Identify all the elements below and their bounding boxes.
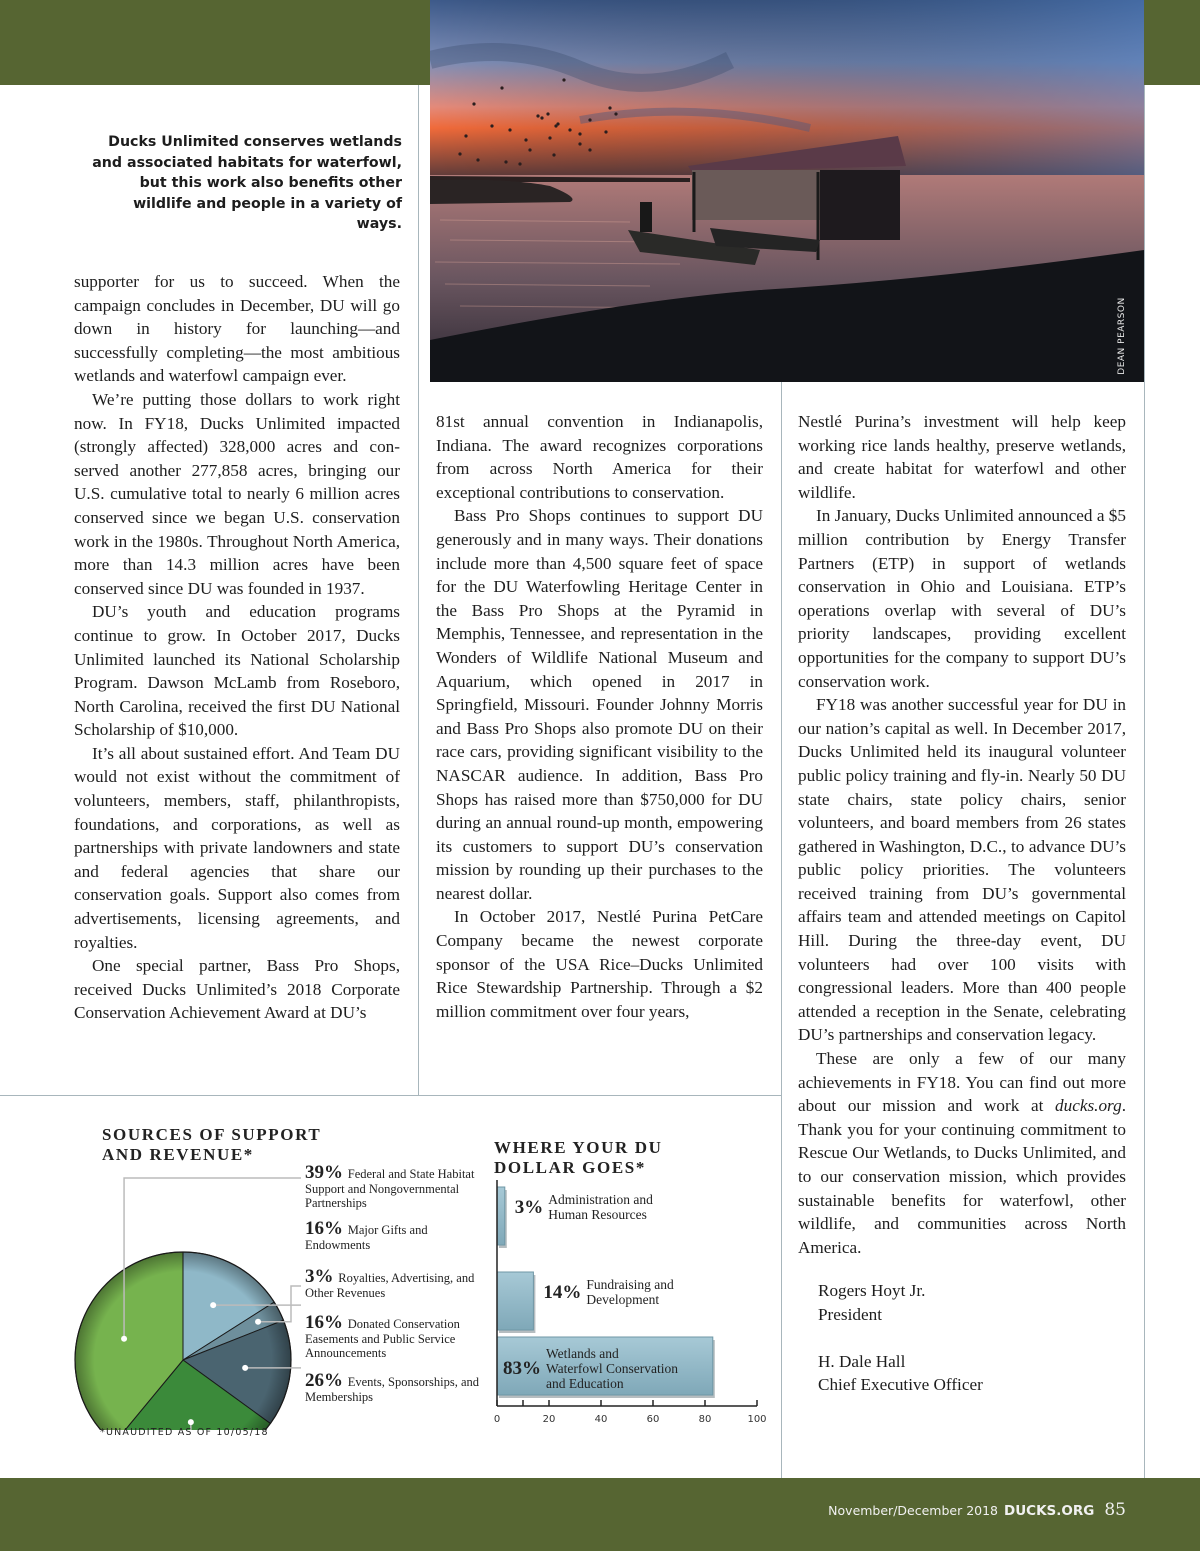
bar-percent: 14% [543, 1281, 582, 1303]
paragraph: FY18 was another successful year for DU in our nation’s capital as well. In December 2017, Ducks Unlimited held its inaugural volunteer public policy training and fly-in. Nearly 50 DU state chairs, state policy chairs, senior volunteers, and board members from 26 states gathered in Washington, D.C., to advance DU’s public policy priorities. The volunteers received training from DU’s governmental affairs team and attended meetings on Capitol Hill. During the three-day event, DU volunteers had over 100 visits with congressional leaders. More than 400 people attended a reception in the Senate, celebrating DU’s partnerships and conservation legacy. [798, 695, 1126, 1045]
paragraph: One special partner, Bass Pro Shops, received Ducks Unlimited’s 2018 Corporate Conservation Achievement Award at DU’s [74, 956, 400, 1023]
x-tick-label: 0 [493, 1414, 501, 1425]
bar-category-label: Wetlands and Waterfowl Conservation and Education [546, 1345, 679, 1391]
paragraph: supporter for us to succeed. When the campaign concludes in December, DU will go down in history for launching—and successfully completing—the most ambitious wetlands and waterfowl campaign ever. [74, 272, 400, 386]
right-margin-rule [1144, 85, 1145, 1478]
paragraph: In January, Ducks Unlimited announced a $5 million contribution by Energy Transfer Partners (ETP) in support of wetlands conservation in Ohio and Louisiana. ETP’s operations overlap with several of DU’s priority landscapes, providing excellent opportunities for the company to support DU’s conservation work. [798, 506, 1126, 691]
page-number: 85 [1104, 1500, 1126, 1520]
paragraph: In October 2017, Nestlé Purina PetCare Company became the newest corporate sponsor of the USA Rice–Ducks Unlimited Rice Stewardship Partnership. Through a $2 million commitment over four years, [436, 907, 763, 1021]
column-rule-2 [781, 382, 782, 1478]
pie-slice-percent: 16% [305, 1312, 348, 1333]
pie-slice-percent: 26% [305, 1370, 348, 1391]
chart-footnote: *UNAUDITED AS OF 10/05/18 [100, 1427, 269, 1438]
bar [497, 1272, 533, 1330]
pie-slice-percent: 3% [305, 1266, 339, 1287]
signer-name: H. Dale Hall [818, 1351, 906, 1371]
x-tick-label: 40 [594, 1414, 608, 1425]
pie-legend-entry [305, 1370, 495, 1404]
bar-title-line: DOLLAR GOES* [494, 1158, 646, 1177]
column-rule-1 [418, 85, 419, 1095]
bar-percent: 83% [503, 1357, 541, 1379]
chart-section-rule [0, 1095, 781, 1096]
bar-data-label [543, 1274, 673, 1310]
site-link[interactable]: DUCKS.ORG [1004, 1503, 1095, 1519]
photo-credit [1110, 296, 1134, 376]
pie-legend-entry [305, 1266, 495, 1300]
pie-slice-percent: 16% [305, 1218, 348, 1239]
closing-paragraph: These are only a few of our many achievements in FY18. You can find out more about our mission and work at ducks.org. Thank you for your continuing commitment to Rescue Our Wetlands, to Ducks Unlimited, and to our conservation mission, which provides sustainable benefits for waterfowl, other wildlife, and communities across North America. [798, 1049, 1126, 1257]
bar-chart-title [494, 1138, 662, 1178]
ducks-org-link[interactable]: ducks.org [1055, 1096, 1122, 1116]
photo-illustration [430, 0, 1144, 382]
pie-outline [75, 1252, 291, 1430]
pie-title-line: AND REVENUE* [102, 1145, 254, 1164]
pie-slice-label: Events, Sponsorships, and Memberships [305, 1375, 479, 1404]
paragraph: 81st annual convention in Indianapolis, Indiana. The award recognizes corporations from across North America for their exceptional contributions to conservation. [436, 412, 763, 502]
signature-block [798, 1279, 1126, 1396]
pie-slice-label: Major Gifts and Endowments [305, 1223, 428, 1252]
pie-leader-dot [188, 1419, 194, 1425]
photo-credit-text: DEAN PEARSON [1117, 297, 1127, 375]
pie-slice-percent: 39% [305, 1162, 348, 1183]
pie-legend-entry [305, 1218, 495, 1252]
signer-title: Chief Executive Officer [818, 1375, 983, 1395]
bar-data-label [515, 1189, 653, 1225]
bar-percent: 3% [514, 1196, 544, 1218]
pie-title-line: SOURCES OF SUPPORT [102, 1125, 322, 1144]
bar-title-line: WHERE YOUR DU [494, 1138, 663, 1157]
pie-slice-label: Federal and State Habitat Support and Nongovernmental Partnerships [305, 1167, 475, 1210]
article-column-1 [74, 270, 400, 1025]
pie-leader-dot [255, 1319, 261, 1325]
signer-name: Rogers Hoyt Jr. [818, 1281, 926, 1301]
pie-legend-entry [305, 1312, 495, 1361]
pie-legend-entry [305, 1162, 495, 1211]
bar-data-label [503, 1343, 678, 1393]
bar-category-label: Administration and Human Resources [548, 1192, 653, 1222]
paragraph: Nestlé Purina’s investment will help keep working rice lands healthy, preserve wetlands, and create habitat for waterfowl and other wildlife. [798, 412, 1126, 502]
pie-slice-label: Donated Conservation Easements and Public Service Announcements [305, 1317, 460, 1360]
x-tick-label: 80 [698, 1414, 712, 1425]
article-column-3 [798, 410, 1126, 1397]
wetland-sunset-photo [430, 0, 1144, 382]
x-tick-label: 60 [646, 1414, 660, 1425]
bar [497, 1187, 505, 1245]
paragraph: It’s all about sustained effort. And Team DU would not exist without the commitment of volunteers, members, staff, philanthropists, foundations, and corporations, as well as partnerships with private landowners and state and federal agencies that share our conservation goals. Support also comes from advertisements, licensing agreements, and royalties. [74, 743, 400, 952]
paragraph: Bass Pro Shops continues to support DU generously and in many ways. Their donations include more than 4,500 square feet of space for the DU Waterfowling Heritage Center in the Bass Pro Shops at the Pyramid in Memphis, Tennessee, and representation in the Wonders of Wildlife National Museum and Aquarium, which opened in 2017 in Springfield, Missouri. Founder Johnny Morris and Bass Pro Shops also promote DU on their race cars, providing significant visibility to the NASCAR audience. In addition, Bass Pro Shops has raised more than $750,000 for DU during an annual round-up month, empowering its customers to support DU’s conservation mission by rounding up their purchases to the nearest dollar. [436, 506, 763, 903]
signer-title: President [818, 1304, 882, 1324]
issue-date: November/December 2018 [828, 1503, 999, 1518]
pie-leader-dot [121, 1336, 127, 1342]
bar-category-label: Fundraising and Development [586, 1277, 674, 1307]
x-tick-label: 20 [542, 1414, 556, 1425]
paragraph: We’re putting those dollars to work right now. In FY18, Ducks Unlimited impacted (strongly affected) 328,000 acres and conserved another 277,858 acres, bringing our U.S. cumulative total to nearly 6 million acres conserved since we began U.S. conservation work in the 1980s. Throughout North America, more than 14.3 million acres have been conserved since DU was founded in 1937. [74, 389, 400, 598]
pie-chart-title [102, 1125, 321, 1165]
x-tick-label: 100 [747, 1414, 767, 1425]
page-footer [828, 1500, 1126, 1520]
pie-slice-label: Royalties, Advertising, and Other Revenues [305, 1271, 475, 1300]
article-column-2 [436, 410, 763, 1023]
paragraph: DU’s youth and education programs continue to grow. In October 2017, Ducks Unlimited launched its National Scholarship Program. Dawson McLamb from Roseboro, North Carolina, received the first DU National Scholarship of $10,000. [74, 602, 400, 740]
photo-caption: Ducks Unlimited conserves wetlands and associated habitats for waterfowl, but this work also benefits other wildlife and people in a variety of ways. [92, 134, 402, 232]
pie-leader-dot [242, 1365, 248, 1371]
pie-leader-dot [210, 1302, 216, 1308]
